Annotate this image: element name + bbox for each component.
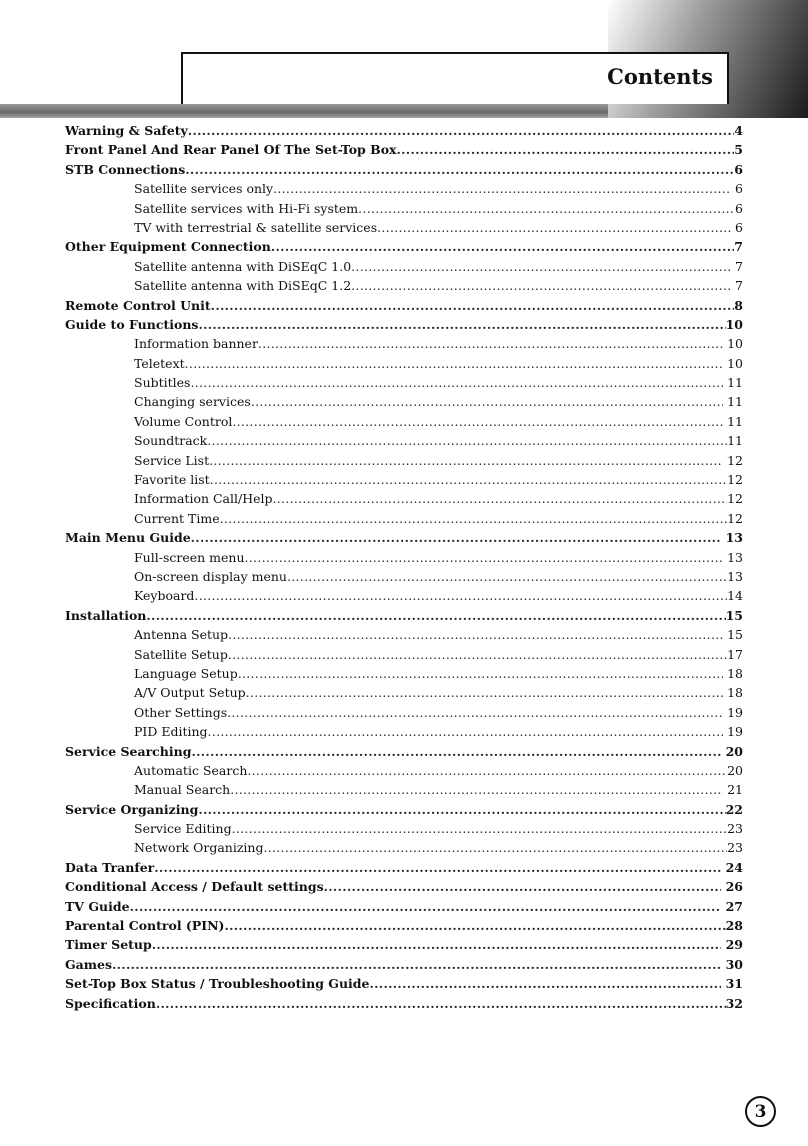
toc-entry-label: Teletext [134, 355, 185, 371]
toc-entry-sub[interactable] [65, 722, 743, 741]
toc-leader-dots [194, 586, 727, 605]
toc-entry-label: Language Setup [134, 665, 238, 681]
toc-leader-dots [271, 237, 734, 256]
toc-leader-dots [207, 431, 727, 450]
toc-leader-dots [112, 955, 721, 974]
toc-leader-dots [228, 625, 723, 644]
toc-entry-main[interactable] [65, 606, 743, 625]
toc-entry-page: 6 [735, 200, 743, 216]
toc-leader-dots [188, 121, 735, 140]
toc-leader-dots [156, 994, 726, 1013]
toc-entry-main[interactable] [65, 955, 743, 974]
toc-entry-label: PID Editing [134, 724, 208, 740]
toc-leader-dots [263, 838, 727, 857]
toc-entry-page: 13 [723, 549, 743, 565]
toc-entry-sub[interactable] [65, 761, 743, 780]
toc-leader-dots [198, 800, 725, 819]
toc-leader-dots [152, 935, 722, 954]
toc-entry-label: Changing services [134, 394, 251, 410]
toc-entry-page: 10 [723, 336, 743, 352]
toc-entry-sub[interactable] [65, 431, 743, 450]
toc-entry-page: 14 [727, 588, 743, 604]
toc-leader-dots [245, 548, 724, 567]
toc-leader-dots [232, 819, 728, 838]
toc-entry-page: 10 [725, 316, 743, 332]
toc-entry-page: 20 [721, 743, 743, 759]
toc-entry-sub[interactable] [65, 354, 743, 373]
toc-entry-sub[interactable] [65, 625, 743, 644]
toc-entry-page: 5 [734, 142, 743, 158]
toc-entry-sub[interactable] [65, 470, 743, 489]
toc-leader-dots [130, 897, 722, 916]
toc-entry-main[interactable] [65, 935, 743, 954]
toc-leader-dots [185, 160, 734, 179]
toc-leader-dots [191, 742, 721, 761]
toc-entry-sub[interactable] [65, 334, 743, 353]
toc-entry-label: Service Editing [134, 821, 232, 837]
toc-entry-sub[interactable] [65, 645, 743, 664]
toc-leader-dots [146, 606, 725, 625]
toc-leader-dots [224, 916, 725, 935]
toc-entry-page: 6 [734, 161, 743, 177]
toc-entry-label: Parental Control (PIN) [65, 918, 225, 934]
toc-entry-sub[interactable] [65, 838, 743, 857]
toc-entry-page: 11 [723, 413, 743, 429]
toc-entry-label: Volume Control [134, 413, 233, 429]
toc-entry-page: 28 [725, 918, 743, 934]
toc-leader-dots [351, 257, 731, 276]
toc-entry-sub[interactable] [65, 509, 743, 528]
toc-leader-dots [208, 722, 724, 741]
toc-entry-page: 13 [727, 568, 743, 584]
toc-entry-page: 11 [723, 394, 743, 410]
toc-entry-page: 23 [727, 821, 743, 837]
toc-entry-main[interactable] [65, 140, 743, 159]
toc-entry-page: 10 [723, 355, 743, 371]
toc-entry-page: 12 [727, 510, 743, 526]
toc-entry-page: 26 [721, 879, 743, 895]
toc-leader-dots [210, 470, 727, 489]
toc-entry-sub[interactable] [65, 586, 743, 605]
toc-entry-label: Remote Control Unit [65, 297, 211, 313]
toc-entry-main[interactable] [65, 528, 743, 547]
toc-entry-sub[interactable] [65, 567, 743, 586]
toc-entry-sub[interactable] [65, 218, 743, 237]
page-title: Contents [607, 64, 713, 89]
toc-entry-page: 19 [723, 704, 743, 720]
toc-entry-page: 24 [721, 859, 743, 875]
toc-entry-label: Soundtrack [134, 433, 208, 449]
toc-entry-sub[interactable] [65, 703, 743, 722]
toc-entry-page: 18 [723, 665, 743, 681]
toc-entry-page: 31 [721, 976, 743, 992]
toc-leader-dots [198, 315, 725, 334]
page-number-text: 3 [754, 1101, 767, 1122]
toc-entry-sub[interactable] [65, 664, 743, 683]
toc-leader-dots [227, 703, 723, 722]
toc-entry-page: 11 [727, 433, 743, 449]
toc-entry-page: 4 [734, 123, 743, 138]
toc-entry-main[interactable] [65, 877, 743, 896]
toc-entry-label: Information banner [134, 336, 258, 352]
toc-entry-label: Other Settings [134, 704, 228, 720]
toc-entry-sub[interactable] [65, 199, 743, 218]
toc-entry-main[interactable] [65, 858, 743, 877]
toc-entry-label: Manual Search [134, 782, 231, 798]
toc-entry-main[interactable] [65, 974, 743, 993]
toc-entry-page: 22 [725, 801, 743, 817]
toc-entry-page: 17 [727, 646, 743, 662]
toc-leader-dots [209, 451, 723, 470]
toc-entry-sub[interactable] [65, 392, 743, 411]
toc-entry-main[interactable] [65, 800, 743, 819]
toc-entry-label: Favorite list [134, 472, 210, 488]
toc-entry-main[interactable] [65, 121, 743, 140]
toc-entry-page: 30 [721, 956, 743, 972]
toc-leader-dots [228, 645, 727, 664]
toc-entry-page: 19 [723, 724, 743, 740]
toc-entry-page: 13 [721, 530, 743, 546]
toc-entry-label: Games [65, 956, 112, 972]
toc-entry-main[interactable] [65, 994, 743, 1013]
toc-entry-label: Satellite services only [134, 181, 274, 197]
toc-entry-label: Conditional Access / Default settings [65, 879, 324, 895]
toc-entry-label: TV Guide [65, 898, 130, 914]
page-number [745, 1096, 776, 1127]
toc-entry-main[interactable] [65, 916, 743, 935]
toc-entry-label: Other Equipment Connection [65, 239, 271, 255]
toc-entry-sub[interactable] [65, 412, 743, 431]
toc-leader-dots [247, 761, 727, 780]
toc-entry-main[interactable] [65, 897, 743, 916]
toc-entry-page: 20 [727, 762, 743, 778]
toc-entry-label: Data Tranfer [65, 859, 155, 875]
toc-leader-dots [211, 296, 735, 315]
toc-leader-dots [358, 199, 735, 218]
toc-entry-label: Automatic Search [134, 762, 248, 778]
toc-leader-dots [238, 664, 723, 683]
toc-entry-page: 27 [721, 898, 743, 914]
toc-entry-label: Network Organizing [134, 840, 264, 856]
toc-entry-main[interactable] [65, 160, 743, 179]
toc-entry-label: Main Menu Guide [65, 530, 191, 546]
toc-entry-sub[interactable] [65, 179, 743, 198]
toc-entry-page: 6 [731, 181, 743, 197]
table-of-contents [65, 121, 743, 1013]
toc-entry-label: Front Panel And Rear Panel Of The Set-Top Box [65, 142, 397, 158]
toc-entry-label: Satellite antenna with DiSEqC 1.0 [134, 258, 352, 274]
toc-leader-dots [273, 489, 728, 508]
toc-entry-label: TV with terrestrial & satellite services [134, 219, 378, 235]
toc-entry-label: Service List [134, 452, 210, 468]
toc-entry-page: 21 [723, 782, 743, 798]
toc-leader-dots [246, 683, 723, 702]
toc-leader-dots [351, 276, 731, 295]
toc-entry-page: 7 [734, 239, 743, 255]
toc-entry-page: 12 [727, 472, 743, 488]
toc-entry-label: Service Searching [65, 743, 192, 759]
toc-entry-page: 7 [731, 258, 743, 274]
toc-leader-dots [232, 412, 723, 431]
toc-leader-dots [258, 334, 723, 353]
toc-leader-dots [324, 877, 722, 896]
toc-leader-dots [230, 780, 723, 799]
toc-leader-dots [287, 567, 727, 586]
toc-leader-dots [397, 140, 735, 159]
toc-entry-sub[interactable] [65, 819, 743, 838]
toc-entry-page: 12 [723, 452, 743, 468]
toc-entry-label: Full-screen menu [134, 549, 245, 565]
toc-entry-sub[interactable] [65, 489, 743, 508]
toc-entry-label: On-screen display menu [134, 568, 287, 584]
toc-entry-label: Guide to Functions [65, 316, 199, 332]
toc-entry-page: 32 [725, 995, 743, 1011]
toc-entry-label: A/V Output Setup [134, 685, 246, 701]
title-box [181, 52, 729, 104]
toc-entry-main[interactable] [65, 296, 743, 315]
toc-entry-page: 11 [723, 375, 743, 391]
toc-leader-dots [190, 373, 723, 392]
toc-entry-page: 23 [727, 840, 743, 856]
toc-entry-label: Specification [65, 995, 156, 1011]
toc-entry-page: 7 [731, 278, 743, 294]
toc-entry-label: Information Call/Help [134, 491, 273, 507]
toc-entry-sub[interactable] [65, 257, 743, 276]
toc-entry-sub[interactable] [65, 548, 743, 567]
toc-entry-label: Antenna Setup [134, 627, 229, 643]
toc-entry-page: 12 [727, 491, 743, 507]
toc-entry-label: Satellite services with Hi-Fi system [134, 200, 359, 216]
toc-leader-dots [370, 974, 722, 993]
toc-entry-sub[interactable] [65, 276, 743, 295]
toc-entry-main[interactable] [65, 237, 743, 256]
toc-entry-label: Keyboard [134, 588, 195, 604]
toc-entry-label: Current Time [134, 510, 220, 526]
toc-entry-page: 29 [721, 937, 743, 953]
toc-leader-dots [154, 858, 721, 877]
toc-leader-dots [220, 509, 727, 528]
toc-entry-page: 15 [725, 607, 743, 623]
toc-leader-dots [273, 179, 731, 198]
toc-entry-label: Timer Setup [65, 937, 152, 953]
toc-entry-page: 8 [734, 297, 743, 313]
toc-entry-sub[interactable] [65, 780, 743, 799]
toc-leader-dots [377, 218, 731, 237]
toc-entry-main[interactable] [65, 742, 743, 761]
toc-entry-label: STB Connections [65, 161, 186, 177]
toc-leader-dots [251, 392, 723, 411]
toc-entry-label: Set-Top Box Status / Troubleshooting Guide [65, 976, 370, 992]
toc-entry-sub[interactable] [65, 451, 743, 470]
toc-entry-label: Satellite antenna with DiSEqC 1.2 [134, 278, 352, 294]
toc-entry-label: Installation [65, 607, 147, 623]
toc-entry-page: 18 [723, 685, 743, 701]
toc-leader-dots [191, 528, 722, 547]
toc-entry-label: Warning & Safety [65, 123, 188, 138]
toc-entry-label: Service Organizing [65, 801, 199, 817]
toc-entry-sub[interactable] [65, 373, 743, 392]
toc-entry-page: 6 [731, 219, 743, 235]
toc-entry-sub[interactable] [65, 683, 743, 702]
toc-leader-dots [185, 354, 723, 373]
toc-entry-label: Satellite Setup [134, 646, 228, 662]
toc-entry-page: 15 [723, 627, 743, 643]
toc-entry-main[interactable] [65, 315, 743, 334]
toc-entry-label: Subtitles [134, 375, 191, 391]
